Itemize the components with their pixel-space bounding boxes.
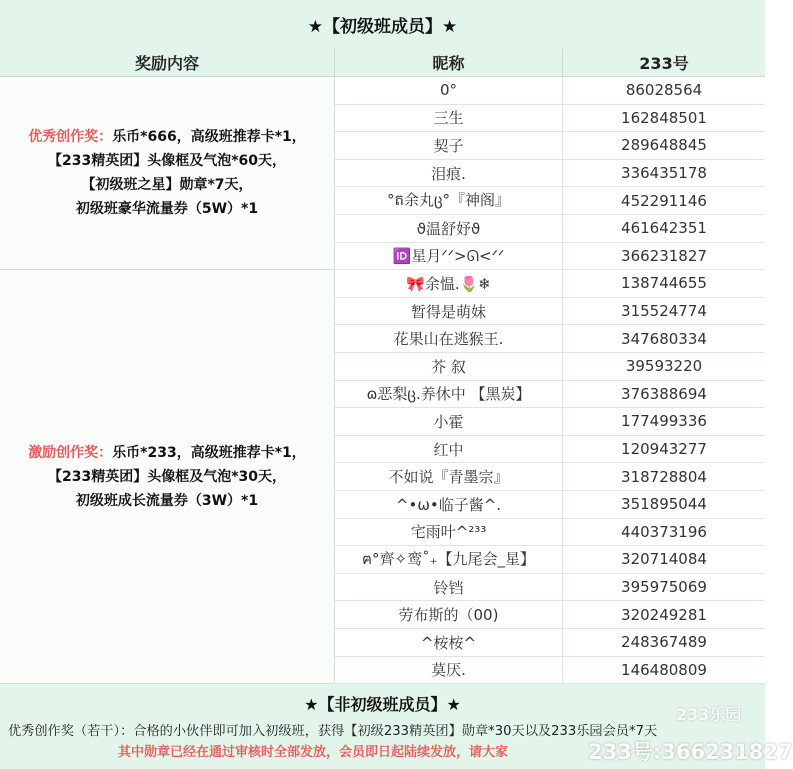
- member-id: 177499336: [621, 412, 707, 431]
- member-id: 376388694: [621, 384, 707, 403]
- table-row: [335, 629, 765, 657]
- member-nickname: 芥 叙: [335, 353, 563, 380]
- reward-line: 初级班豪华流量券（5W）*1: [75, 201, 259, 217]
- member-id: 318728804: [621, 467, 707, 486]
- table-row: [335, 574, 765, 602]
- reward-cell-incentive: [0, 270, 335, 684]
- member-id: 39593220: [625, 357, 703, 376]
- member-nickname: 铃铛: [335, 574, 563, 601]
- member-nickname: ฅ°齊✧鸾˚₊【九尾会_星】: [335, 546, 563, 573]
- member-id: 351895044: [621, 495, 707, 514]
- table-row: [335, 77, 765, 105]
- table-row: [335, 298, 765, 326]
- reward-label-incentive: 激励创作奖：: [28, 444, 113, 461]
- member-nickname: 🎀余愠.🌷❄: [335, 270, 563, 297]
- reward-text-incentive: [28, 441, 306, 513]
- footer-line-1: 优秀创作奖（若干）：合格的小伙伴即可加入初级班，获得【初级233精英团】勋章*30天以及233乐园会员*7天: [8, 724, 658, 739]
- page-title: ★【初级班成员】★: [0, 0, 765, 50]
- table-row: [335, 187, 765, 215]
- member-id: 289648845: [621, 136, 707, 155]
- table-row: [335, 353, 765, 381]
- member-id: 138744655: [621, 274, 707, 293]
- member-id: 162848501: [621, 108, 707, 127]
- table-row: [335, 215, 765, 243]
- member-nickname: 0°: [335, 77, 563, 104]
- header-reward: 奖励内容: [0, 49, 335, 77]
- table-row: [335, 463, 765, 491]
- member-id: 320714084: [621, 550, 707, 569]
- reward-label-excellent: 优秀创作奖：: [28, 129, 113, 145]
- member-nickname: 🆔星月ᐟᐟ>ᘏ<ᐟᐟ: [335, 243, 563, 270]
- table-row: [335, 408, 765, 436]
- header-nickname: 昵称: [335, 49, 563, 77]
- table-row: [335, 160, 765, 188]
- member-nickname: ^•ω•临子酱^.: [335, 491, 563, 518]
- member-id: 315524774: [621, 302, 707, 321]
- table-row: [335, 657, 765, 685]
- member-nickname: ϑ温舒妤ϑ: [335, 215, 563, 242]
- member-id: 120943277: [621, 440, 707, 459]
- reward-line: 【233精英团】头像框及气泡*30天，: [47, 468, 286, 485]
- member-id: 248367489: [621, 633, 707, 652]
- table-row: [335, 325, 765, 353]
- table-row: [335, 243, 765, 271]
- table-row: [335, 491, 765, 519]
- member-nickname: 花果山在逃猴王.: [335, 325, 563, 352]
- reward-line: 乐币*233，高级班推荐卡*1，: [112, 444, 306, 461]
- member-nickname: 小霍: [335, 408, 563, 435]
- member-nickname: 泪痕.: [335, 160, 563, 187]
- member-id: 347680334: [621, 329, 707, 348]
- member-nickname: 三生: [335, 105, 563, 132]
- member-nickname: 莫厌.: [335, 657, 563, 684]
- table-row: [335, 546, 765, 574]
- header-id: 233号: [563, 49, 765, 77]
- member-id: 336435178: [621, 164, 707, 183]
- watermark-id: 233号:366231827: [588, 740, 793, 764]
- reward-line: 初级班成长流量券（3W）*1: [75, 492, 259, 509]
- reward-line: 【233精英团】头像框及气泡*60天，: [47, 153, 286, 169]
- footer-line-2: 其中勋章已经在通过审核时全部发放，会员即日起陆续发放，请大家: [118, 745, 509, 760]
- member-id: 395975069: [621, 578, 707, 597]
- member-nickname: ^桉桉^: [335, 629, 563, 656]
- watermark-logo: 233乐园: [676, 705, 742, 724]
- table-row: [335, 270, 765, 298]
- table-row: [335, 132, 765, 160]
- member-id: 86028564: [625, 81, 703, 100]
- member-id: 146480809: [621, 660, 707, 679]
- member-nickname: °ត余丸ც°『神阁』: [335, 187, 563, 214]
- member-nickname: 暂得是萌妹: [335, 298, 563, 325]
- table-row: [335, 436, 765, 464]
- member-nickname: 红中: [335, 436, 563, 463]
- reward-line: 【初级班之星】勋章*7天，: [81, 177, 253, 193]
- member-id: 440373196: [621, 522, 707, 541]
- member-id: 320249281: [621, 605, 707, 624]
- member-nickname: 劳布斯的（00): [335, 601, 563, 628]
- table-row: [335, 519, 765, 547]
- member-id: 366231827: [621, 246, 707, 265]
- member-nickname: 不如说『青墨宗』: [335, 463, 563, 490]
- table-row: [335, 601, 765, 629]
- table-row: [335, 381, 765, 409]
- member-nickname: 契子: [335, 132, 563, 159]
- member-nickname: ɷ恶梨ც.养休中 【黑炭】: [335, 381, 563, 408]
- footer-title: ★【非初级班成员】★: [304, 695, 461, 714]
- reward-text-excellent: [28, 125, 306, 221]
- member-id: 452291146: [621, 191, 707, 210]
- member-id: 461642351: [621, 219, 707, 238]
- reward-cell-excellent: [0, 77, 335, 270]
- member-nickname: 宅雨叶^²³³: [335, 519, 563, 546]
- table-row: [335, 105, 765, 133]
- reward-line: 乐币*666，高级班推荐卡*1，: [112, 129, 306, 145]
